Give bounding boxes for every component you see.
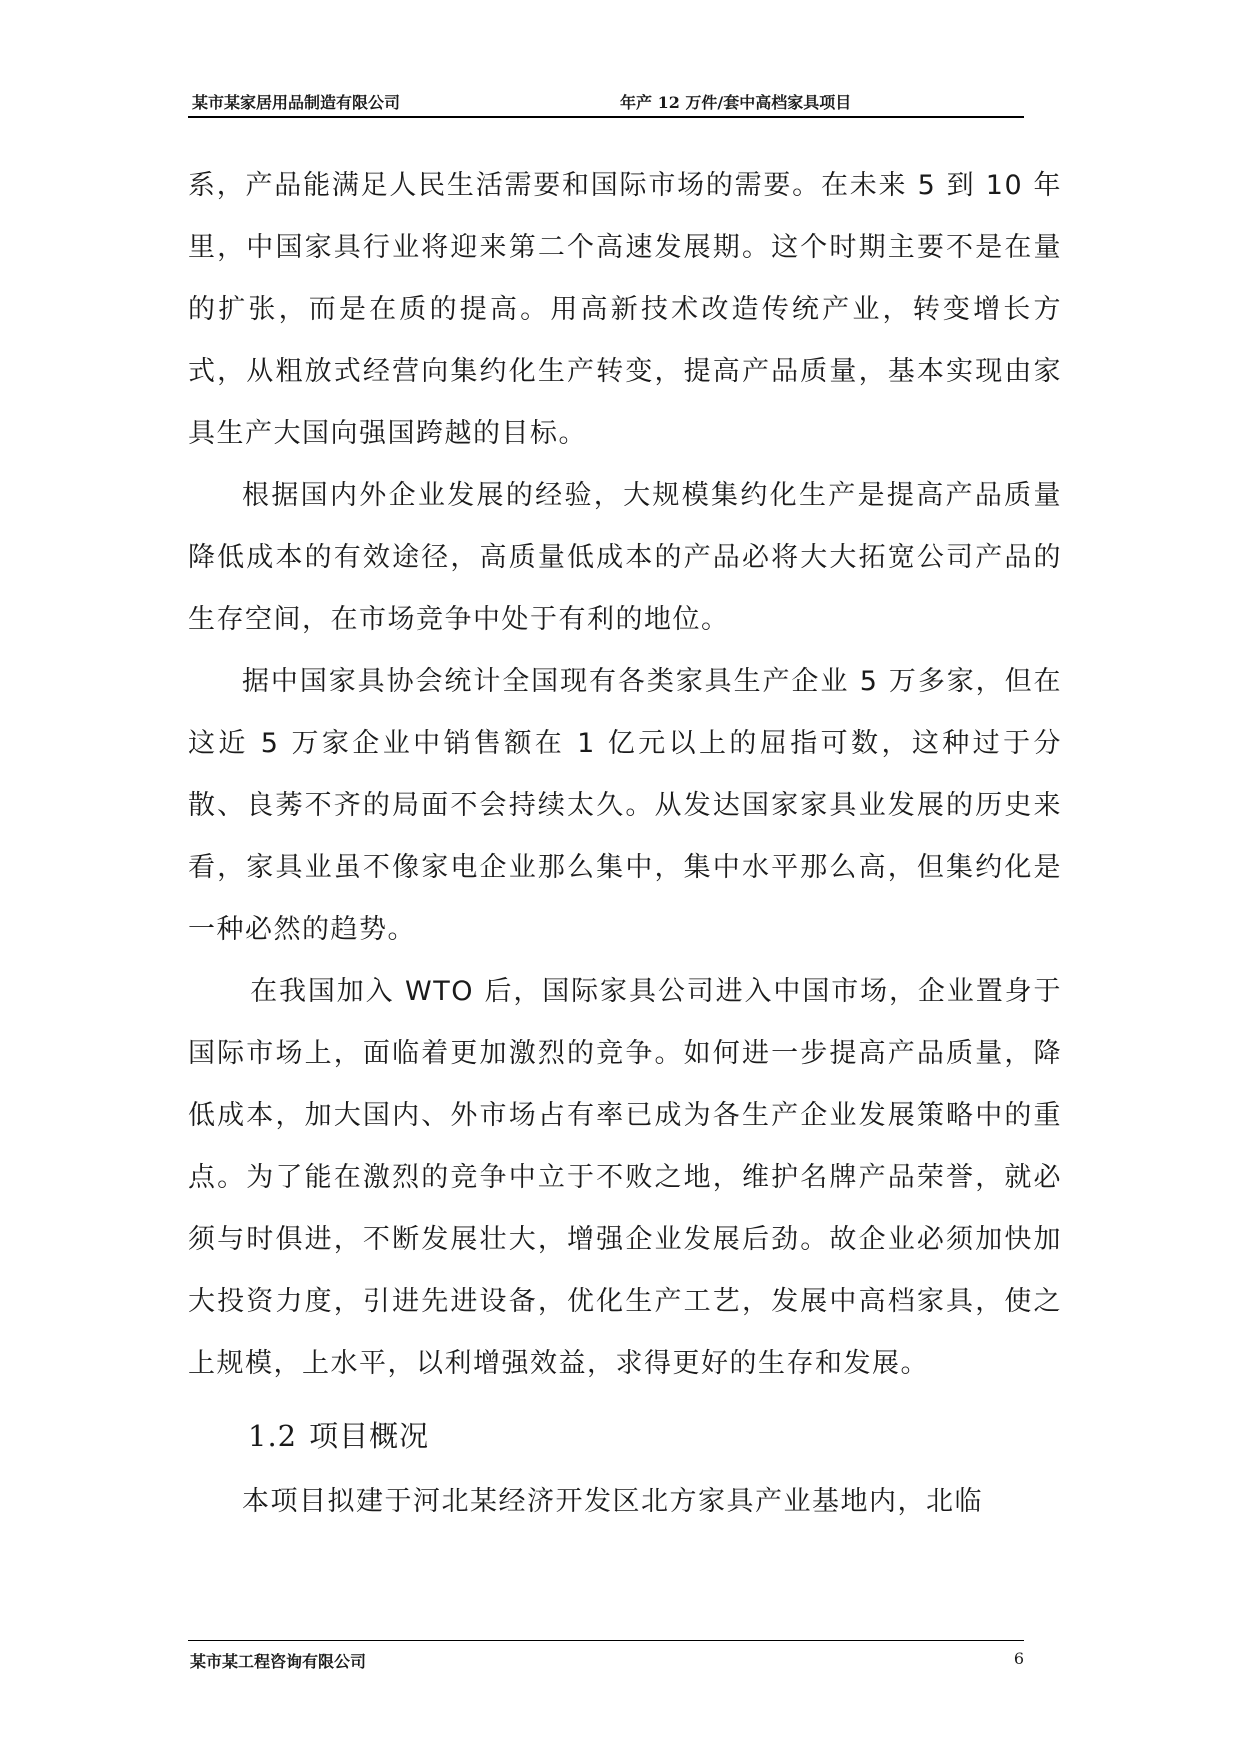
section-number: 1.2 [248, 1419, 298, 1453]
page-header [188, 86, 1024, 118]
paragraph-scale-production: 根据国内外企业发展的经验，大规模集约化生产是提高产品质量降低成本的有效途径，高质量低成本的产品必将大大拓宽公司产品的生存空间，在市场竞争中处于有利的地位。 [188, 480, 1062, 635]
page-footer [188, 1640, 1024, 1671]
document-body [188, 155, 1062, 1533]
footer-consultant-name: 某市某工程咨询有限公司 [190, 1652, 367, 1671]
section-heading [188, 1401, 1062, 1471]
header-project-title: 年产 12 万件/套中高档家具项目 [620, 93, 852, 112]
page-number: 6 [1013, 1649, 1024, 1668]
paragraph-industry-statistics: 据中国家具协会统计全国现有各类家具生产企业 5 万多家，但在这近 5 万家企业中销售额在 1 亿元以上的屈指可数，这种过于分散、良莠不齐的局面不会持续太久。从发达国家家具业发展的历史来看，家具业虽不像家电企业那么集中，集中水平那么高，但集约化是一种必然的趋势。 [188, 666, 1062, 945]
paragraph-wto-competition: 在我国加入 WTO 后，国际家具公司进入中国市场，企业置身于国际市场上，面临着更加激烈的竞争。如何进一步提高产品质量，降低成本，加大国内、外市场占有率已成为各生产企业发展策略中的重点。为了能在激烈的竞争中立于不败之地，维护名牌产品荣誉，就必须与时俱进，不断发展壮大，增强企业发展后劲。故企业必须加快加大投资力度，引进先进设备，优化生产工艺，发展中高档家具，使之上规模，上水平，以利增强效益，求得更好的生存和发展。 [188, 976, 1062, 1379]
paragraph-project-location: 本项目拟建于河北某经济开发区北方家具产业基地内，北临 [242, 1486, 983, 1517]
paragraph-continued: 系，产品能满足人民生活需要和国际市场的需要。在未来 5 到 10 年里，中国家具行业将迎来第二个高速发展期。这个时期主要不是在量的扩张，而是在质的提高。用高新技术改造传统产业，转变增长方式，从粗放式经营向集约化生产转变，提高产品质量，基本实现由家具生产大国向强国跨越的目标。 [188, 170, 1062, 449]
header-company-name: 某市某家居用品制造有限公司 [192, 93, 401, 112]
section-title: 项目概况 [309, 1419, 430, 1453]
